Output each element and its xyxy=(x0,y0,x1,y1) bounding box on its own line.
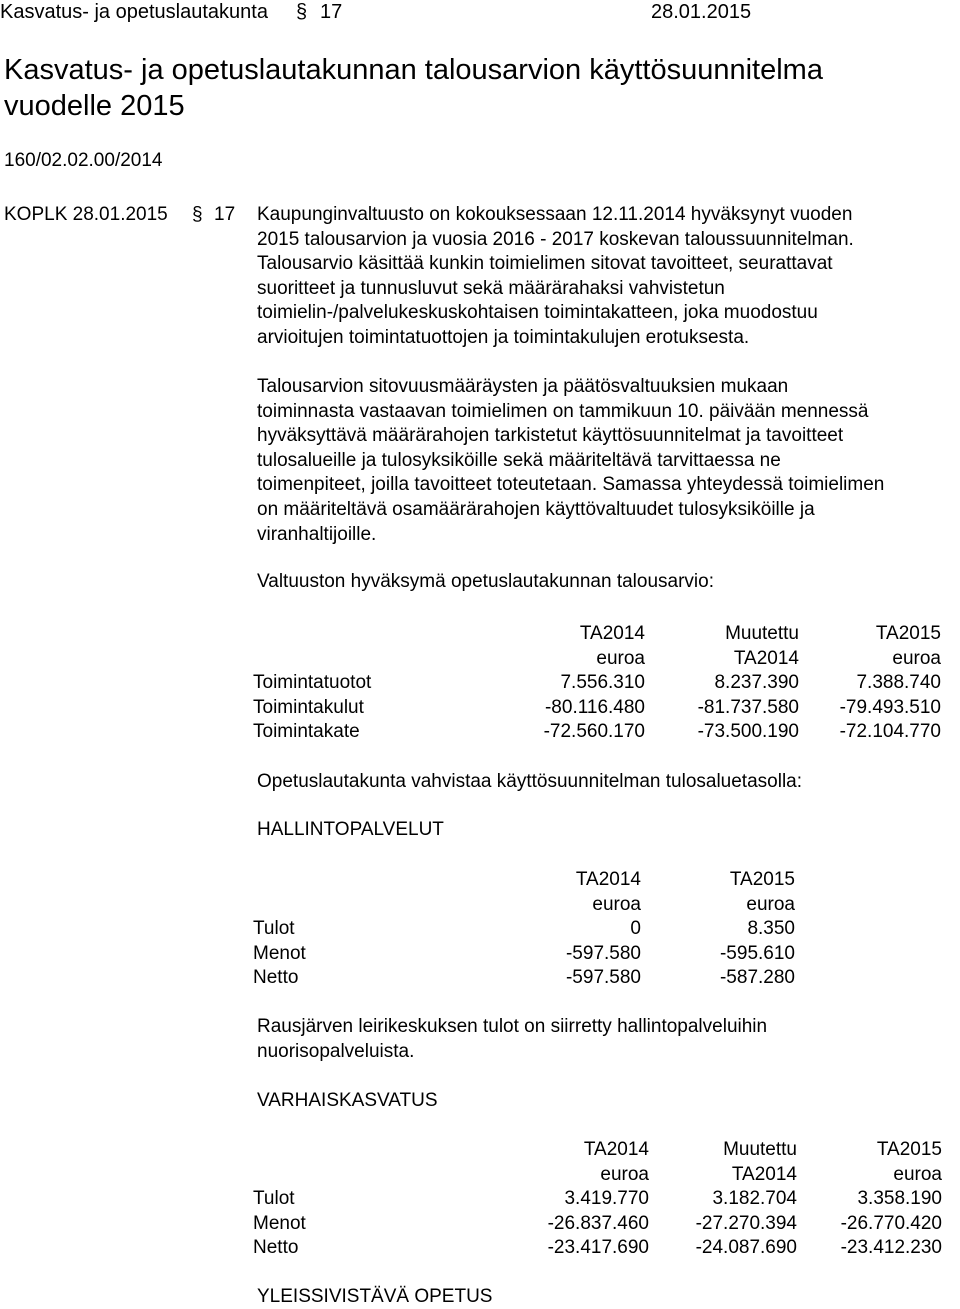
budget-table xyxy=(253,622,941,745)
table-cell xyxy=(253,1163,473,1188)
table-cell: -595.610 xyxy=(719,942,795,964)
paragraph-line: hyväksyttävä määrärahojen tarkistetut käyttösuunnitelmat ja tavoitteet xyxy=(257,425,844,447)
paragraph-line: Kaupunginvaltuusto on kokouksessaan 12.11.2014 hyväksynyt vuoden xyxy=(257,204,853,225)
row-label: Netto xyxy=(253,967,299,989)
table-row xyxy=(253,1236,942,1261)
document-title-line2: vuodelle 2015 xyxy=(4,90,185,122)
section-title-varhais: VARHAISKASVATUS xyxy=(257,1090,438,1111)
table-cell: -26.837.460 xyxy=(547,1212,649,1234)
table-cell: -79.493.510 xyxy=(839,696,941,718)
table-cell: 0 xyxy=(630,918,641,940)
table-cell: 7.556.310 xyxy=(560,672,645,694)
paragraph-line: toimielin-/palvelukeskuskohtaisen toimintakatteen, joka muodostuu xyxy=(257,302,818,324)
paragraph-line: toimenpiteet, joilla tavoitteet toteutetaan. Samassa yhteydessä toimielimen xyxy=(257,474,885,496)
document-title xyxy=(4,52,823,124)
row-label: Toimintatuotot xyxy=(253,672,372,694)
table-header-cell: TA2015 xyxy=(876,1139,942,1160)
table-cell: 3.419.770 xyxy=(564,1188,649,1210)
paragraph-intro xyxy=(257,203,957,351)
table-row xyxy=(253,671,941,696)
paragraph-line: arvioitujen toimintatuottojen ja toimintakulujen erotuksesta. xyxy=(257,326,750,348)
table-cell xyxy=(253,622,473,647)
paragraph-line: Talousarvion sitovuusmääräysten ja päätösvaltuuksien mukaan xyxy=(257,376,789,397)
row-label: Toimintakulut xyxy=(253,696,364,718)
table-header-cell: euroa xyxy=(592,893,641,915)
table-cell: 8.237.390 xyxy=(714,672,799,694)
table-row xyxy=(253,1187,942,1212)
table-cell: -81.737.580 xyxy=(697,696,799,718)
table-header-cell: TA2015 xyxy=(729,869,795,890)
table-cell: -72.104.770 xyxy=(839,721,941,743)
table-cell: -80.116.480 xyxy=(544,696,645,718)
table-cell: -73.500.190 xyxy=(697,721,799,743)
case-reference: 160/02.02.00/2014 xyxy=(4,150,163,171)
table-header-cell: euroa xyxy=(600,1163,649,1185)
paragraph-line: 2015 talousarvion ja vuosia 2016 - 2017 koskevan taloussuunnitelman. xyxy=(257,228,854,250)
confirm-text: Opetuslautakunta vahvistaa käyttösuunnitelman tulosaluetasolla: xyxy=(257,771,803,792)
table-header-row xyxy=(253,868,795,893)
table-row xyxy=(253,942,795,967)
table-row xyxy=(253,1212,942,1237)
table-cell xyxy=(253,893,453,918)
paragraph-line: suoritteet ja tunnusluvut sekä määrärahaksi vahvistetun xyxy=(257,277,725,299)
header-section-number: 17 xyxy=(320,1,343,23)
paragraph-line: Talousarvio käsittää kunkin toimielimen sitovat tavoitteet, seurattavat xyxy=(257,253,833,275)
table-header-cell: TA2014 xyxy=(733,647,799,669)
table-header-cell: euroa xyxy=(596,647,645,669)
table-row xyxy=(253,696,941,721)
table-header-row xyxy=(253,893,795,918)
table-cell: -597.580 xyxy=(565,942,641,964)
table-cell: -26.770.420 xyxy=(840,1212,942,1234)
hallinto-note xyxy=(257,1015,957,1064)
table-cell xyxy=(253,647,473,672)
section-title-yleis: YLEISSIVISTÄVÄ OPETUS xyxy=(257,1286,493,1307)
section-title-hallinto: HALLINTOPALVELUT xyxy=(257,819,444,840)
minute-ref-label: KOPLK 28.01.2015 xyxy=(4,204,168,225)
table-row xyxy=(253,966,795,991)
table-header-cell: TA2014 xyxy=(731,1163,797,1185)
table-cell: -72.560.170 xyxy=(543,721,645,743)
row-label: Netto xyxy=(253,1237,299,1259)
table-header-cell: euroa xyxy=(746,893,795,915)
budget-intro: Valtuuston hyväksymä opetuslautakunnan talousarvio: xyxy=(257,571,714,592)
minute-ref-number: 17 xyxy=(214,204,236,225)
row-label: Menot xyxy=(253,942,306,964)
paragraph-line: toiminnasta vastaavan toimielimen on tammikuun 10. päivään mennessä xyxy=(257,400,869,422)
table-header-row xyxy=(253,647,941,672)
row-label: Toimintakate xyxy=(253,721,360,743)
document-title-line1: Kasvatus- ja opetuslautakunnan talousarvion käyttösuunnitelma xyxy=(4,54,823,86)
table-cell xyxy=(253,868,453,893)
table-header-cell: TA2015 xyxy=(875,623,941,644)
hallinto-table xyxy=(253,868,795,991)
table-cell: 7.388.740 xyxy=(856,672,941,694)
paragraph-line: viranhaltijoille. xyxy=(257,523,377,545)
paragraph-line: Rausjärven leirikeskuksen tulot on siirretty hallintopalveluihin xyxy=(257,1016,768,1037)
table-header-cell: euroa xyxy=(892,647,941,669)
table-header-cell: TA2014 xyxy=(579,623,645,644)
row-label: Tulot xyxy=(253,1188,295,1210)
table-cell: -27.270.394 xyxy=(695,1212,797,1234)
table-header-row xyxy=(253,622,941,647)
table-header-cell: Muutettu xyxy=(725,623,799,644)
paragraph-line: nuorisopalveluista. xyxy=(257,1040,415,1062)
paragraph-authority xyxy=(257,375,957,547)
table-cell: 3.358.190 xyxy=(857,1188,942,1210)
table-cell: -587.280 xyxy=(719,967,795,989)
table-header-cell: TA2014 xyxy=(583,1139,649,1160)
header-section-sign: § xyxy=(296,1,308,23)
row-label: Menot xyxy=(253,1212,306,1234)
table-header-cell: euroa xyxy=(893,1163,942,1185)
table-cell xyxy=(253,1138,473,1163)
table-row xyxy=(253,917,795,942)
table-cell: -23.417.690 xyxy=(547,1237,649,1259)
table-cell: 3.182.704 xyxy=(712,1188,797,1210)
varhais-table xyxy=(253,1138,942,1261)
minute-ref-section-sign: § xyxy=(192,204,203,225)
paragraph-line: on määriteltävä osamäärärahojen käyttövaltuudet tulosyksiköille ja xyxy=(257,498,815,520)
table-cell: 8.350 xyxy=(747,918,795,940)
table-cell: -23.412.230 xyxy=(840,1237,942,1259)
table-row xyxy=(253,720,941,745)
header-body-name: Kasvatus- ja opetuslautakunta xyxy=(0,1,268,23)
header-date: 28.01.2015 xyxy=(651,1,752,23)
table-header-row xyxy=(253,1163,942,1188)
table-header-cell: Muutettu xyxy=(723,1139,797,1160)
table-cell: -597.580 xyxy=(565,967,641,989)
table-header-row xyxy=(253,1138,942,1163)
table-header-cell: TA2014 xyxy=(575,869,641,890)
row-label: Tulot xyxy=(253,918,295,940)
paragraph-line: tulosalueille ja tulosyksiköille sekä määriteltävä tarvittaessa ne xyxy=(257,449,781,471)
table-cell: -24.087.690 xyxy=(695,1237,797,1259)
